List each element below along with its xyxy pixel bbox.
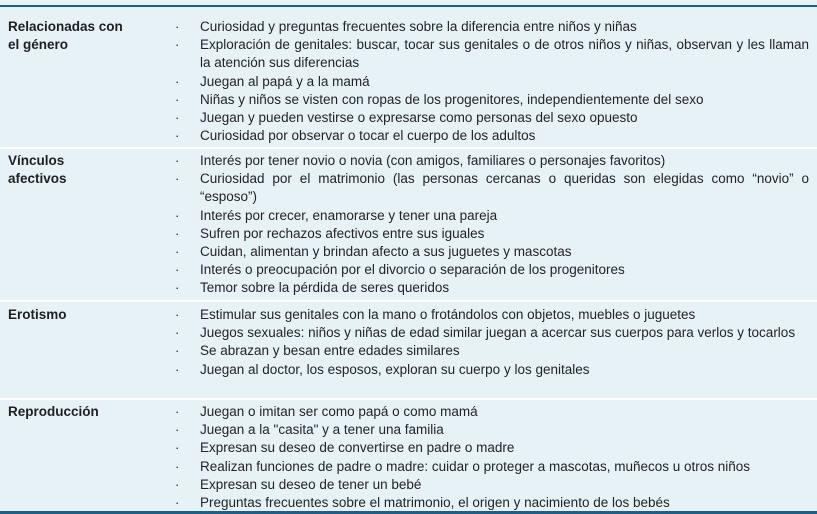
list-item: [0, 36, 817, 72]
list-item: [0, 207, 817, 225]
bullet-icon: ·: [175, 458, 180, 474]
bullet-icon: ·: [175, 171, 180, 187]
bullet-icon: ·: [175, 495, 180, 511]
bullet-icon: ·: [175, 244, 180, 260]
item-text: Expresan su deseo de tener un bebé: [200, 476, 422, 492]
bullet-icon: ·: [175, 110, 180, 126]
list-item: [0, 225, 817, 243]
list-item: [0, 18, 817, 36]
item-text: Cuidan, alimentan y brindan afecto a sus juguetes y mascotas: [200, 244, 572, 260]
list-item: [0, 476, 817, 494]
category-line: Relacionadas con: [8, 19, 123, 34]
list-item: [0, 170, 817, 206]
item-text: Preguntas frecuentes sobre el matrimonio, el origen y nacimiento de los bebés: [200, 495, 670, 511]
group-separator: [0, 147, 817, 149]
item-text: Sufren por rechazos afectivos entre sus iguales: [200, 225, 485, 241]
item-text: Realizan funciones de padre o madre: cuidar o proteger a mascotas, muñecos u otros niños: [200, 458, 751, 474]
category-line: Erotismo: [8, 307, 67, 322]
bullet-icon: ·: [175, 262, 180, 278]
group-separator: [0, 300, 817, 302]
bullet-icon: ·: [175, 404, 180, 419]
category-line: afectivos: [8, 171, 67, 187]
item-text: Juegan al papá y a la mamá: [200, 73, 370, 89]
item-text: Exploración de genitales: buscar, tocar sus genitales o de otros niños y niñas, observan y les llaman la atención sus diferencias: [200, 37, 809, 71]
item-text: Estimular sus genitales con la mano o frotándolos con objetos, muebles o juguetes: [200, 307, 696, 322]
list-item: [0, 494, 817, 512]
bullet-icon: ·: [175, 280, 180, 296]
list-item: [0, 403, 817, 421]
item-text: Curiosidad por el matrimonio (las personas cercanas o queridas son elegidas como “novio” o “esposo”): [200, 171, 809, 205]
bullet-icon: ·: [175, 37, 180, 53]
list-item: [0, 439, 817, 457]
category-line: el género: [8, 37, 69, 53]
bullet-icon: ·: [175, 225, 180, 241]
list-item: [0, 127, 817, 145]
list-item: [0, 421, 817, 439]
item-text: Juegan o imitan ser como papá o como mamá: [200, 404, 478, 419]
list-item: [0, 243, 817, 261]
list-item: [0, 458, 817, 476]
item-text: Se abrazan y besan entre edades similares: [200, 343, 460, 359]
item-list: [0, 306, 817, 379]
item-text: Juegan a la "casita" y a tener una familia: [200, 422, 444, 438]
bullet-icon: ·: [175, 325, 180, 341]
list-item: [0, 324, 817, 342]
list-item: [0, 109, 817, 127]
item-text: Juegan y pueden vestirse o expresarse como personas del sexo opuesto: [200, 110, 638, 126]
item-text: Interés por tener novio o novia (con amigos, familiares o personajes favoritos): [200, 153, 666, 168]
bullet-icon: ·: [175, 207, 180, 223]
category-line: Vínculos: [8, 153, 65, 168]
item-text: Juegan al doctor, los esposos, exploran su cuerpo y los genitales: [200, 361, 590, 377]
bullet-icon: ·: [175, 343, 180, 359]
item-text: Niñas y niños se visten con ropas de los progenitores, independientemente del sexo: [200, 91, 704, 107]
item-text: Curiosidad y preguntas frecuentes sobre la diferencia entre niños y niñas: [200, 19, 637, 34]
item-text: Interés por crecer, enamorarse y tener una pareja: [200, 207, 498, 223]
list-item: [0, 91, 817, 109]
bullet-icon: ·: [175, 19, 180, 34]
list-item: [0, 73, 817, 91]
bullet-icon: ·: [175, 307, 180, 322]
list-item: [0, 306, 817, 324]
bullet-icon: ·: [175, 361, 180, 377]
list-item: [0, 361, 817, 379]
item-list: [0, 403, 817, 512]
table-top-rule: [0, 5, 817, 7]
list-item: [0, 261, 817, 279]
item-list: [0, 152, 817, 298]
bullet-icon: ·: [175, 422, 180, 438]
item-list: [0, 18, 817, 145]
item-text: Temor sobre la pérdida de seres queridos: [200, 280, 450, 296]
group-separator: [0, 398, 817, 400]
bullet-icon: ·: [175, 476, 180, 492]
item-text: Interés o preocupación por el divorcio o separación de los progenitores: [200, 262, 625, 278]
bullet-icon: ·: [175, 440, 180, 456]
bullet-icon: ·: [175, 153, 180, 168]
bullet-icon: ·: [175, 91, 180, 107]
list-item: [0, 342, 817, 360]
bullet-icon: ·: [175, 128, 180, 144]
bullet-icon: ·: [175, 73, 180, 89]
item-text: Expresan su deseo de convertirse en padre o madre: [200, 440, 515, 456]
item-text: Juegos sexuales: niños y niñas de edad similar juegan a acercar sus cuerpos para verlos y tocarlos: [200, 325, 796, 341]
category-line: Reproducción: [8, 404, 99, 419]
item-text: Curiosidad por observar o tocar el cuerpo de los adultos: [200, 128, 536, 144]
list-item: [0, 279, 817, 297]
list-item: [0, 152, 817, 170]
